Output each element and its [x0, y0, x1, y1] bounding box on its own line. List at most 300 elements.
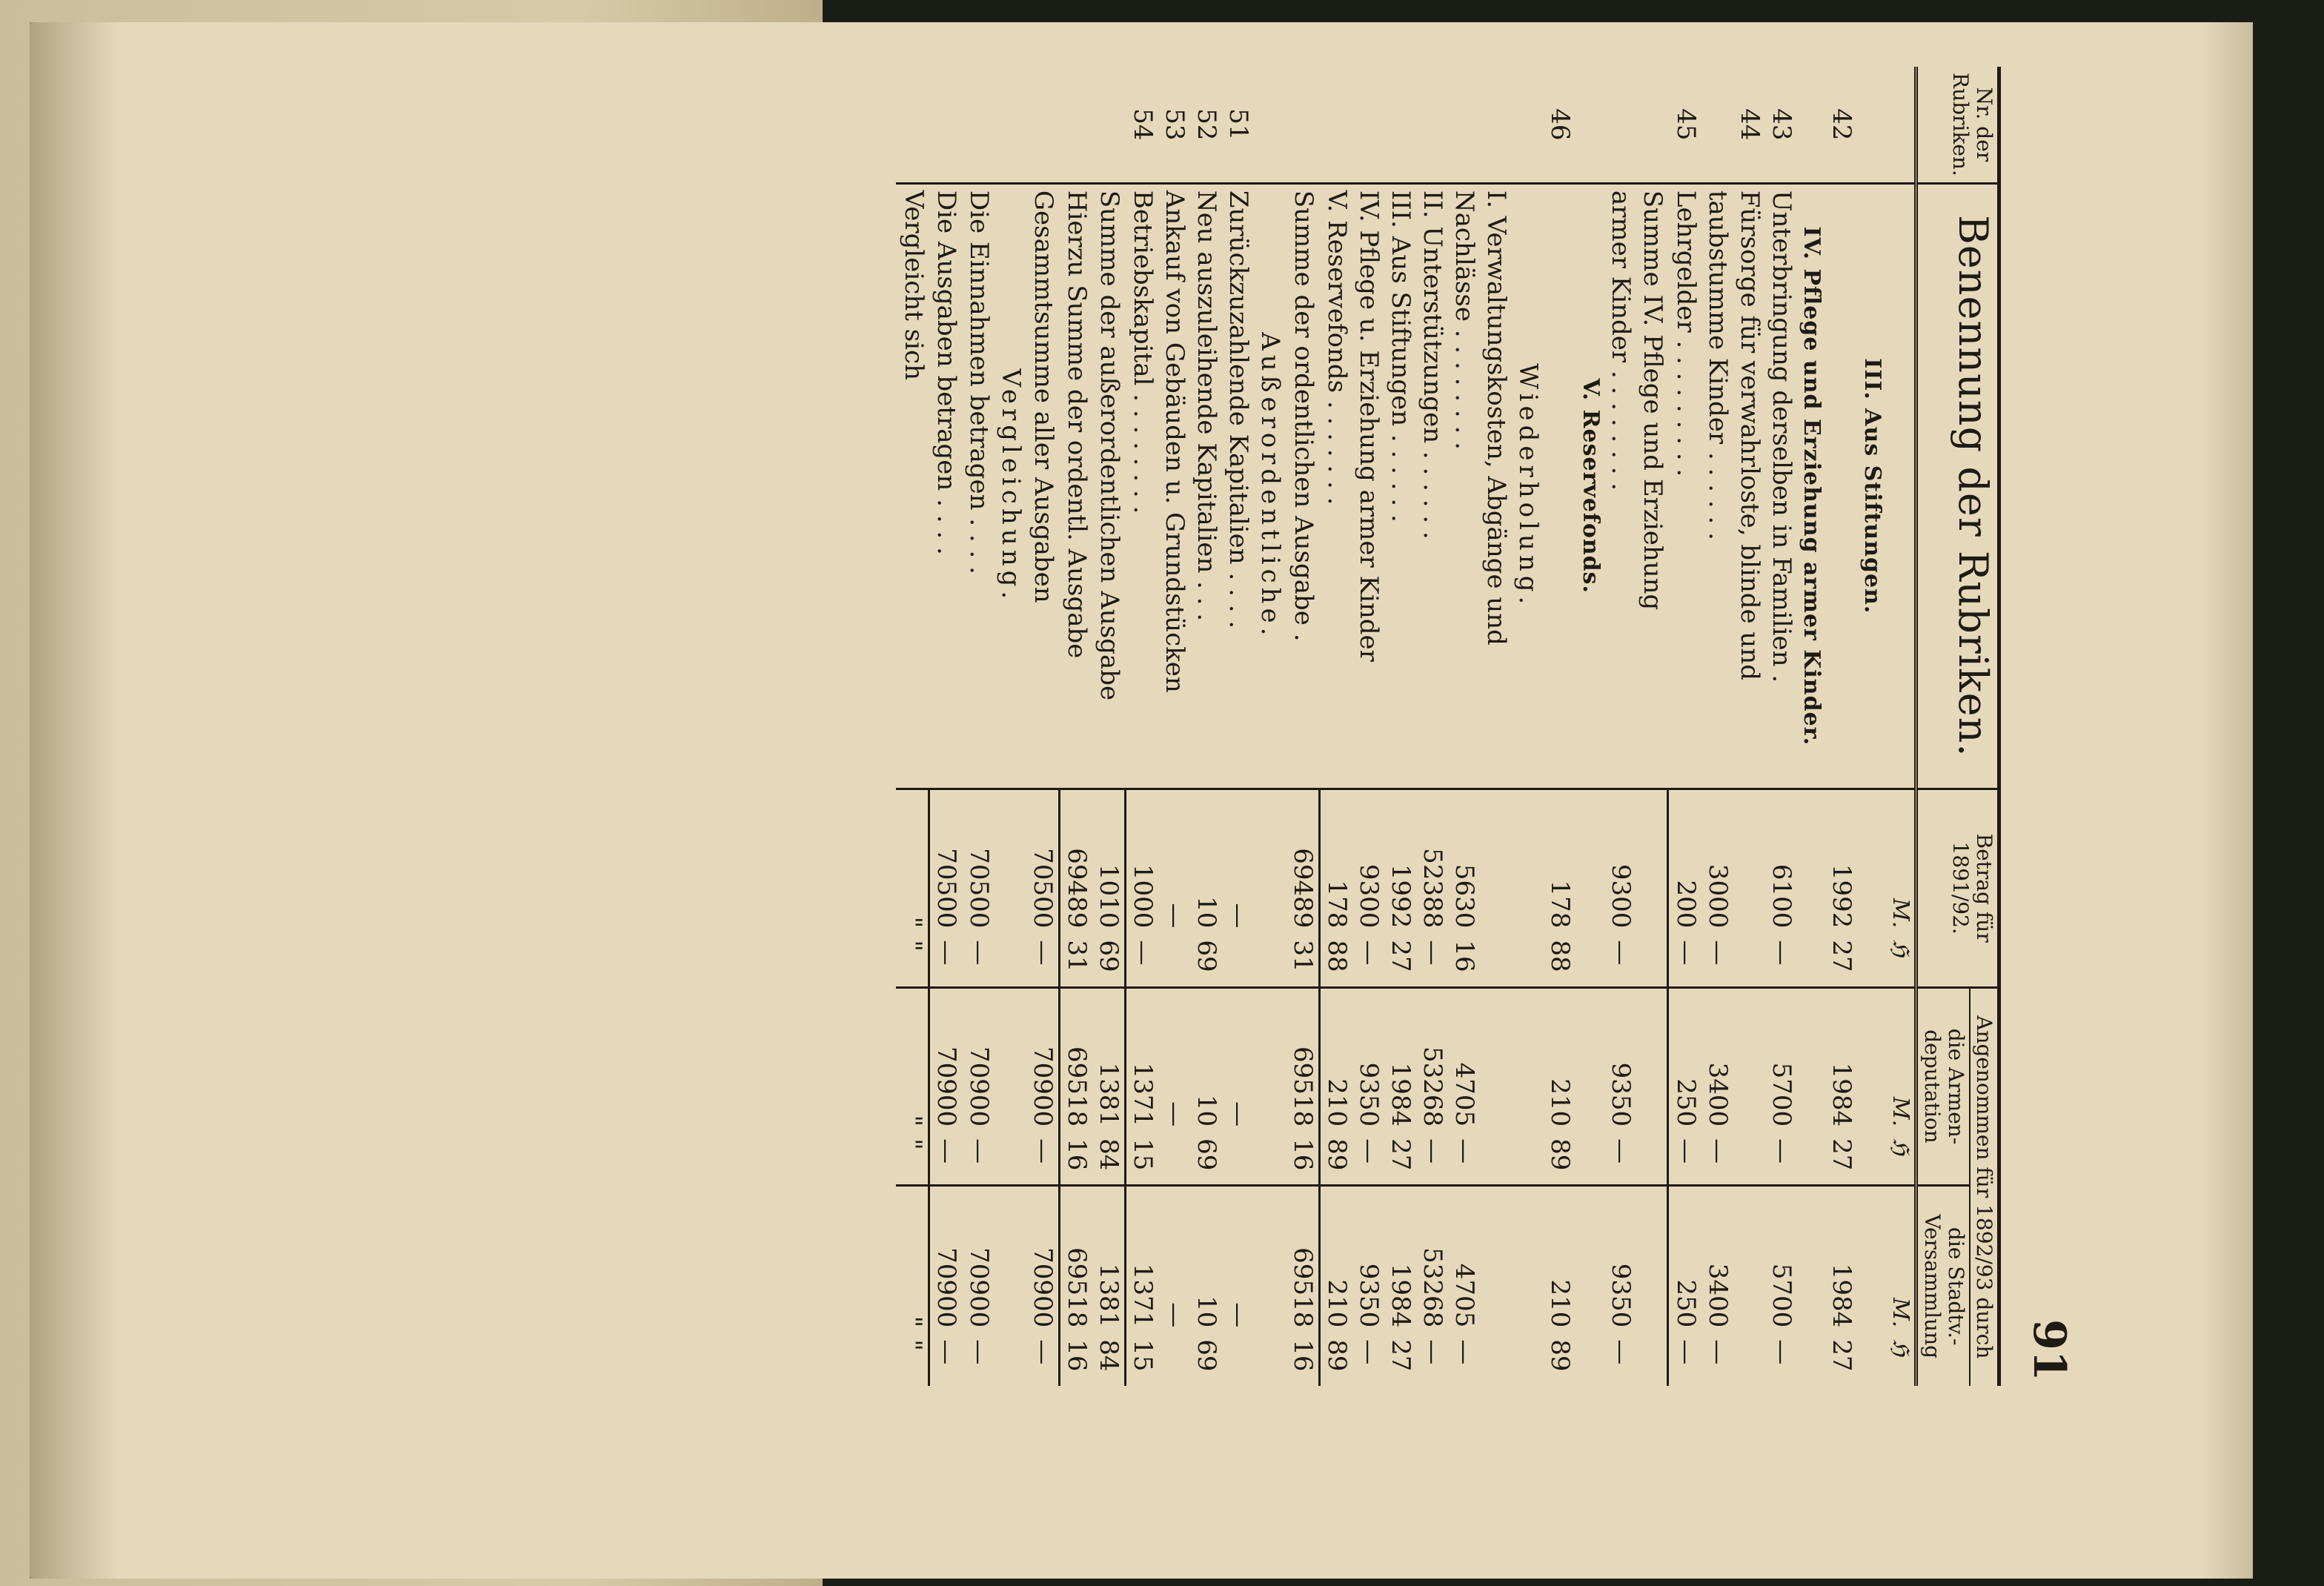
header-stadtv: die Stadtv.-Versammlung [1916, 1186, 1970, 1386]
armen-pfennig: 89 [1544, 1132, 1576, 1186]
section-title: IV. Pflege und Erziehung armer Kinder. [1797, 183, 1826, 789]
row-name: Neu auszuleihende Kapitalien . . . [1190, 183, 1222, 789]
row-nr [1576, 67, 1604, 183]
row-nr [1416, 67, 1448, 183]
betrag-mark: " [896, 789, 929, 934]
gutter-shadow [30, 22, 119, 1579]
stadtv-mark: 69518 [1286, 1186, 1319, 1333]
armen-mark: — [1224, 1101, 1254, 1127]
empty-cell [995, 987, 1026, 1132]
empty-cell [1576, 789, 1604, 934]
betrag-mark: 1010 [1092, 789, 1126, 934]
empty-cell [1797, 987, 1826, 1132]
stadtv-mark: 70900 [932, 1247, 962, 1328]
row-nr: 53 [1158, 67, 1190, 183]
row-name: Unterbringung derselben in Familien . [1765, 183, 1797, 789]
stadtv-pfennig: — [932, 1339, 962, 1365]
header-armen: die Armen-deputation [1916, 987, 1970, 1186]
section-title: V. Reservefonds. [1576, 183, 1604, 789]
table-row [1636, 67, 1668, 1386]
betrag-pfennig: 69 [1190, 934, 1222, 987]
empty-cell [1254, 1132, 1286, 1186]
row-nr [1857, 67, 1886, 183]
page-number: 91 [2023, 1319, 2075, 1381]
armen-pfennig [1733, 1132, 1765, 1186]
armen-mark [1733, 987, 1765, 1132]
table-row [1384, 67, 1416, 1386]
armen-mark: 1371 [1128, 1062, 1158, 1127]
stadtv-pfennig: — [1417, 1339, 1447, 1365]
stadtv-pfennig [1480, 1333, 1512, 1386]
row-nr: 44 [1733, 67, 1765, 183]
betrag-mark: 69489 [1061, 848, 1092, 929]
stadtv-mark: — [1224, 1302, 1254, 1328]
table-row [1448, 67, 1480, 1386]
stadtv-pfennig [1222, 1333, 1254, 1386]
stadtv-mark: 210 [1545, 1279, 1576, 1328]
stadtv-pfennig: 16 [1061, 1339, 1092, 1372]
section-heading: Außerordentliche. [1254, 183, 1286, 789]
armen-pfennig [1480, 1132, 1512, 1186]
armen-pfennig: — [929, 1132, 963, 1186]
stadtv-pfennig: — [963, 1339, 994, 1365]
row-name: I. Verwaltungskosten, Abgänge und [1480, 183, 1512, 789]
empty-cell [1576, 1132, 1604, 1186]
row-nr [1286, 67, 1319, 183]
armen-pfennig: — [1416, 1132, 1448, 1186]
header-nr: Nr. der Rubriken. [1916, 67, 1999, 183]
row-name: Summe der ordentlichen Ausgabe . [1286, 183, 1319, 789]
armen-mark: 3400 [1702, 1062, 1733, 1127]
row-name: Die Ausgaben betragen . . . . [929, 183, 963, 789]
stadtv-pfennig: — [1766, 1339, 1796, 1365]
stadtv-mark [1636, 1186, 1668, 1333]
empty-cell [1512, 1333, 1544, 1386]
table-row [1319, 67, 1352, 1386]
betrag-mark: 178 [1545, 880, 1576, 929]
betrag-mark: 9300 [1353, 863, 1384, 929]
stadtv-pfennig: — [1353, 1339, 1384, 1365]
table-row [1857, 67, 1886, 1386]
row-name: Ankauf von Gebäuden u. Grundstücken [1158, 183, 1190, 789]
budget-table [896, 67, 2001, 1386]
table-row [1544, 67, 1576, 1386]
armen-mark: 69518 [1061, 1046, 1092, 1127]
row-nr: 51 [1222, 67, 1254, 183]
empty-cell [1576, 1186, 1604, 1333]
empty-cell [1797, 934, 1826, 987]
stadtv-pfennig [1158, 1333, 1190, 1386]
betrag-pfennig: " [896, 934, 929, 987]
betrag-pfennig: — [1125, 934, 1158, 987]
empty-cell [1254, 1333, 1286, 1386]
unit-m-armen: M. [1888, 1096, 1914, 1127]
row-nr [1512, 67, 1544, 183]
row-name: Betriebskapital . . . . . . . . [1125, 183, 1158, 789]
armen-mark: 4705 [1450, 1062, 1479, 1127]
empty-cell [1512, 1186, 1544, 1333]
armen-mark: 210 [1545, 1078, 1576, 1127]
betrag-pfennig: — [1668, 934, 1702, 987]
row-name: Gesammtsumme aller Ausgaben [1026, 183, 1060, 789]
armen-pfennig: — [1352, 1132, 1384, 1186]
armen-mark: 69518 [1286, 987, 1319, 1132]
stadtv-mark: 9350 [1605, 1263, 1636, 1328]
table-row [963, 67, 995, 1386]
table-row [1576, 67, 1604, 1386]
row-name [1825, 183, 1857, 789]
armen-mark: 9350 [1605, 1062, 1636, 1127]
empty-cell [1857, 1333, 1886, 1386]
betrag-pfennig [1222, 934, 1254, 987]
table-row [896, 67, 929, 1386]
stadtv-mark: 1984 [1385, 1263, 1415, 1328]
row-nr: 54 [1125, 67, 1158, 183]
betrag-mark: 200 [1670, 880, 1701, 929]
stadtv-mark: 1381 [1092, 1186, 1126, 1333]
table-row [1825, 67, 1857, 1386]
betrag-pfennig: — [1026, 934, 1060, 987]
betrag-pfennig: 88 [1319, 934, 1352, 987]
stadtv-pfennig: — [1450, 1339, 1479, 1365]
armen-mark: 70900 [963, 1046, 994, 1127]
stadtv-pfennig: 89 [1545, 1339, 1576, 1372]
table-row [1158, 67, 1190, 1386]
armen-pfennig: — [1604, 1132, 1636, 1186]
row-name: Hierzu Summe der ordentl. Ausgabe [1059, 183, 1092, 789]
row-name: Nachlässe . . . . . . . . [1448, 183, 1480, 789]
stadtv-pfennig: 15 [1128, 1339, 1158, 1372]
empty-cell [995, 1186, 1026, 1333]
empty-cell [1857, 1186, 1886, 1333]
betrag-mark: 52388 [1417, 848, 1447, 929]
stadtv-pfennig: — [1605, 1339, 1636, 1365]
header-angenommen: Angenommen für 1892/93 durch [1970, 987, 1999, 1386]
empty-cell [1857, 789, 1886, 934]
unit-m-stadtv: M. [1888, 1297, 1914, 1328]
table-row [1222, 67, 1254, 1386]
row-name: IV. Pflege u. Erziehung armer Kinder [1352, 183, 1384, 789]
armen-pfennig [1222, 1132, 1254, 1186]
betrag-mark: 6100 [1766, 863, 1796, 929]
stadtv-mark: 10 [1192, 1295, 1222, 1328]
stadtv-pfennig: 69 [1192, 1339, 1222, 1372]
empty-cell [1576, 987, 1604, 1132]
row-name: Summe IV. Pflege und Erziehung [1636, 183, 1668, 789]
empty-cell [1254, 1186, 1286, 1333]
stadtv-mark: 70900 [963, 1247, 994, 1328]
empty-cell [1254, 934, 1286, 987]
stadtv-pfennig: 27 [1827, 1339, 1857, 1372]
table-row [1254, 67, 1286, 1386]
armen-mark: 70900 [932, 1046, 962, 1127]
betrag-mark [1480, 789, 1512, 934]
armen-pfennig: — [963, 1132, 995, 1186]
row-name: taubstumme Kinder . . . . . . [1702, 183, 1733, 789]
armen-pfennig: 27 [1825, 1132, 1857, 1186]
empty-cell [995, 789, 1026, 934]
betrag-mark: 1000 [1128, 863, 1158, 929]
stadtv-mark: 69518 [1061, 1247, 1092, 1328]
armen-pfennig: — [1702, 1132, 1733, 1186]
stadtv-pfennig: — [1026, 1333, 1060, 1386]
betrag-pfennig: — [929, 934, 963, 987]
row-nr [896, 67, 929, 183]
armen-mark [1636, 987, 1668, 1132]
empty-cell [1254, 789, 1286, 934]
empty-cell [1512, 934, 1544, 987]
empty-cell [1576, 934, 1604, 987]
stadtv-mark: 4705 [1450, 1263, 1479, 1328]
empty-cell [1857, 987, 1886, 1132]
stadtv-pfennig: 16 [1286, 1333, 1319, 1386]
betrag-pfennig: — [963, 934, 995, 987]
row-nr: 52 [1190, 67, 1222, 183]
empty-cell [995, 1132, 1026, 1186]
betrag-mark: 178 [1321, 880, 1352, 929]
table-row [1765, 67, 1797, 1386]
armen-pfennig: — [1668, 1132, 1702, 1186]
row-nr [1636, 67, 1668, 183]
armen-mark: 70900 [1026, 987, 1060, 1132]
armen-pfennig: 27 [1384, 1132, 1416, 1186]
row-name: II. Unterstützungen . . . . . . [1416, 183, 1448, 789]
row-nr [1448, 67, 1480, 183]
header-betrag: Betrag für 1891/92. [1916, 789, 1999, 987]
table-row [995, 67, 1026, 1386]
armen-pfennig: 16 [1286, 1132, 1319, 1186]
empty-cell [1857, 1132, 1886, 1186]
empty-cell [1857, 934, 1886, 987]
row-name: Summe der außerordentlichen Ausgabe [1092, 183, 1126, 789]
betrag-mark: 70500 [932, 848, 962, 929]
betrag-pfennig [1158, 934, 1190, 987]
stadtv-mark: — [1160, 1302, 1190, 1328]
stadtv-mark: 53268 [1417, 1247, 1447, 1328]
empty-cell [1797, 1186, 1826, 1333]
betrag-pfennig: 69 [1092, 934, 1126, 987]
betrag-mark: 70500 [1026, 789, 1060, 934]
betrag-mark: 1992 [1827, 863, 1857, 929]
section-heading: Wiederholung. [1512, 183, 1544, 789]
row-name [1544, 183, 1576, 789]
empty-cell [1512, 789, 1544, 934]
table-row [929, 67, 963, 1386]
armen-pfennig: 89 [1319, 1132, 1352, 1186]
betrag-pfennig: 31 [1059, 934, 1092, 987]
row-name: Lehrgelder . . . . . . . . . [1668, 183, 1702, 789]
row-nr [1352, 67, 1384, 183]
betrag-mark: 3000 [1702, 863, 1733, 929]
armen-mark: 210 [1321, 1078, 1352, 1127]
armen-mark: — [1160, 1101, 1190, 1127]
stadtv-mark: " [896, 1186, 929, 1333]
armen-mark: 1381 [1092, 987, 1126, 1132]
row-name: Fürsorge für verwahrloste, blinde und [1733, 183, 1765, 789]
section-heading: Vergleichung. [995, 183, 1026, 789]
betrag-mark: 10 [1192, 896, 1222, 929]
armen-pfennig: 16 [1059, 1132, 1092, 1186]
stadtv-pfennig: " [896, 1333, 929, 1386]
rotated-table-content [326, 67, 2075, 1386]
betrag-mark: 9300 [1605, 863, 1636, 929]
row-name: V. Reservefonds . . . . . . . [1319, 183, 1352, 789]
armen-pfennig [1158, 1132, 1190, 1186]
row-name: Vergleicht sich [896, 183, 929, 789]
stadtv-mark: 1984 [1827, 1263, 1857, 1328]
stadtv-mark: 9350 [1353, 1263, 1384, 1328]
armen-mark: 1984 [1385, 1062, 1415, 1127]
table-row [1668, 67, 1702, 1386]
betrag-pfennig [1480, 934, 1512, 987]
table-row [1702, 67, 1733, 1386]
betrag-pfennig: 27 [1384, 934, 1416, 987]
section-title: III. Aus Stiftungen. [1857, 183, 1886, 789]
row-name: Die Einnahmen betragen . . . . [963, 183, 995, 789]
betrag-pfennig: 88 [1544, 934, 1576, 987]
row-nr [1604, 67, 1636, 183]
table-row [1286, 67, 1319, 1386]
betrag-pfennig: — [1352, 934, 1384, 987]
armen-pfennig: 69 [1190, 1132, 1222, 1186]
armen-mark: 1984 [1827, 1062, 1857, 1127]
armen-mark: 10 [1192, 1094, 1222, 1127]
row-nr [1026, 67, 1060, 183]
page-edge [2201, 22, 2253, 1579]
empty-cell [1797, 1132, 1826, 1186]
table-row [1125, 67, 1158, 1386]
betrag-mark: 69489 [1286, 789, 1319, 934]
unit-pf-armen: ℌ [1886, 1132, 1916, 1186]
row-nr [1384, 67, 1416, 183]
armen-mark: 9350 [1353, 1062, 1384, 1127]
row-nr [1797, 67, 1826, 183]
betrag-pfennig: 27 [1825, 934, 1857, 987]
row-name: Zurückzuzahlende Kapitalien . . . . [1222, 183, 1254, 789]
header-name: Benennung der Rubriken. [1916, 183, 1999, 789]
armen-pfennig: 84 [1092, 1132, 1126, 1186]
betrag-mark: 5630 [1450, 863, 1479, 929]
row-name: III. Aus Stiftungen . . . . . . [1384, 183, 1416, 789]
armen-pfennig: " [896, 1132, 929, 1186]
stadtv-pfennig: — [1702, 1339, 1733, 1365]
stadtv-pfennig: 89 [1321, 1339, 1352, 1372]
betrag-pfennig: — [1765, 934, 1797, 987]
armen-mark: 250 [1670, 1078, 1701, 1127]
unit-pf-betrag: ℌ [1886, 934, 1916, 987]
row-nr [1480, 67, 1512, 183]
unit-name [1886, 183, 1916, 789]
row-nr: 45 [1668, 67, 1702, 183]
row-nr [1319, 67, 1352, 183]
betrag-pfennig: 16 [1448, 934, 1480, 987]
betrag-pfennig: 31 [1286, 934, 1319, 987]
betrag-mark: — [1160, 903, 1190, 929]
table-row [1190, 67, 1222, 1386]
empty-cell [1797, 789, 1826, 934]
table-row [1733, 67, 1765, 1386]
stadtv-mark: 3400 [1702, 1263, 1733, 1328]
stadtv-mark: 250 [1670, 1279, 1701, 1328]
table-row [1604, 67, 1636, 1386]
row-nr [1059, 67, 1092, 183]
empty-cell [1512, 1132, 1544, 1186]
stadtv-mark: 210 [1321, 1279, 1352, 1328]
stadtv-mark: 70900 [1026, 1186, 1060, 1333]
betrag-pfennig: — [1702, 934, 1733, 987]
armen-mark: 53268 [1417, 1046, 1447, 1127]
table-row [1092, 67, 1126, 1386]
betrag-pfennig [1733, 934, 1765, 987]
stadtv-mark [1480, 1186, 1512, 1333]
table-row [1480, 67, 1512, 1386]
row-nr [1254, 67, 1286, 183]
stadtv-pfennig [1733, 1333, 1765, 1386]
unit-pf-stadtv: ℌ [1888, 1339, 1914, 1356]
table-body [896, 67, 1916, 1386]
armen-pfennig: — [1765, 1132, 1797, 1186]
betrag-mark: — [1224, 903, 1254, 929]
stadtv-pfennig: 84 [1092, 1333, 1126, 1386]
row-name: armer Kinder . . . . . . . . [1604, 183, 1636, 789]
row-nr: 42 [1825, 67, 1857, 183]
empty-cell [1254, 987, 1286, 1132]
table-row [1416, 67, 1448, 1386]
betrag-mark: 70500 [963, 848, 994, 929]
armen-mark [1480, 987, 1512, 1132]
betrag-pfennig [1636, 934, 1668, 987]
empty-cell [995, 1333, 1026, 1386]
row-nr [929, 67, 963, 183]
row-nr [963, 67, 995, 183]
empty-cell [1576, 1333, 1604, 1386]
unit-m-betrag: M. [1888, 898, 1914, 929]
table-row [1797, 67, 1826, 1386]
empty-cell [995, 934, 1026, 987]
armen-pfennig: — [1026, 1132, 1060, 1186]
armen-pfennig: — [1448, 1132, 1480, 1186]
armen-mark: 5700 [1766, 1062, 1796, 1127]
stadtv-pfennig [1636, 1333, 1668, 1386]
stadtv-mark [1733, 1186, 1765, 1333]
unit-row [1886, 67, 1916, 1386]
betrag-mark [1733, 789, 1765, 934]
armen-mark: " [896, 987, 929, 1132]
stadtv-mark: 1371 [1128, 1263, 1158, 1328]
row-nr: 46 [1544, 67, 1576, 183]
table-row [1512, 67, 1544, 1386]
betrag-pfennig: — [1416, 934, 1448, 987]
table-row [1059, 67, 1092, 1386]
stadtv-pfennig: — [1670, 1339, 1701, 1365]
row-nr [1092, 67, 1126, 183]
betrag-pfennig: — [1604, 934, 1636, 987]
row-nr [1702, 67, 1733, 183]
table-row [1352, 67, 1384, 1386]
armen-pfennig [1636, 1132, 1668, 1186]
row-nr: 43 [1765, 67, 1797, 183]
betrag-mark: 1992 [1385, 863, 1415, 929]
stadtv-pfennig: 27 [1385, 1339, 1415, 1372]
armen-pfennig: 15 [1125, 1132, 1158, 1186]
betrag-mark [1636, 789, 1668, 934]
empty-cell [1512, 987, 1544, 1132]
empty-cell [1797, 1333, 1826, 1386]
stadtv-mark: 5700 [1766, 1263, 1796, 1328]
table-row [1026, 67, 1060, 1386]
row-nr [995, 67, 1026, 183]
unit-nr [1886, 67, 1916, 183]
